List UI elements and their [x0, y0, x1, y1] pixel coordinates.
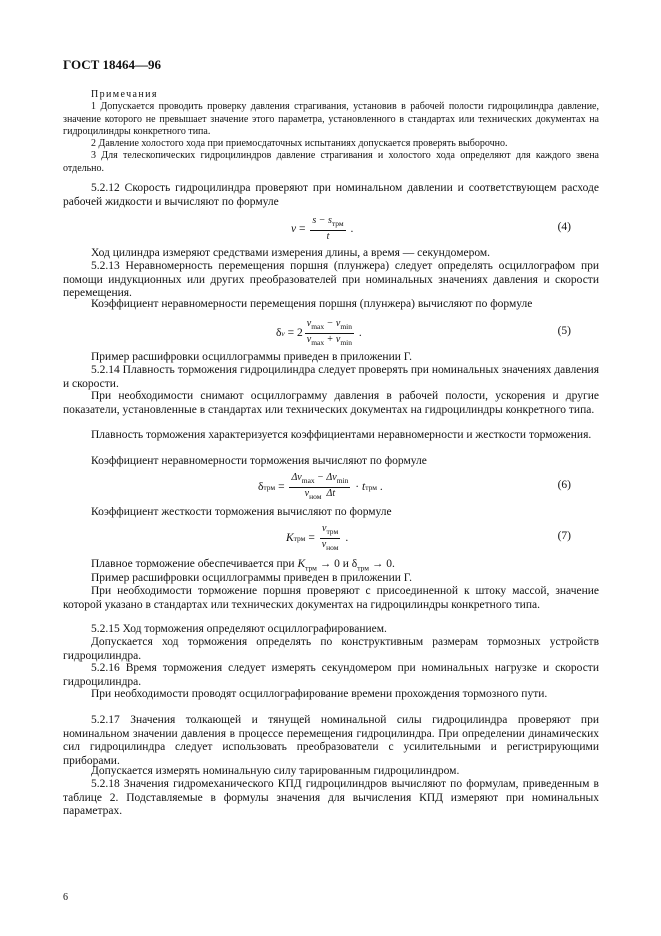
eq6-den-term2: Δt — [326, 487, 336, 499]
eq5-coefficient: 2 — [297, 327, 303, 339]
eq4-lhs: v — [291, 223, 297, 235]
eq4-denominator: t — [326, 231, 330, 242]
condition-arrow-1: → 0 и δ — [316, 558, 358, 570]
eq5-den-term1: v — [306, 333, 312, 345]
equation-4: v = $\frac{s - s_{трм}}{t}$ . (4) — [291, 215, 571, 242]
eq4-num-subscript: трм — [331, 219, 344, 228]
document-header: ГОСТ 18464—96 — [63, 57, 162, 72]
paragraph-5-2-13: 5.2.13 Неравномерность перемещения поршня (плунжера) следует определять осциллографом при помощи индукционных или других преобразователей при номинальных значениях давления и скорости перемещения. — [63, 260, 599, 299]
equation-number: (6) — [557, 479, 571, 491]
condition-k: K — [297, 558, 306, 570]
eq5-num-term2: − v — [324, 317, 341, 329]
eq7-numerator: v — [321, 522, 327, 534]
note-item: 2 Давление холостого хода при приемосдаточных испытаниях допускается проверять выборочно. — [91, 138, 508, 150]
condition-delta-subscript: трм — [357, 563, 369, 573]
paragraph-coef-stiffness: Коэффициент жесткости торможения вычисляют по формуле — [91, 506, 392, 518]
equation-number: (7) — [557, 530, 571, 542]
paragraph-if-needed-2: При необходимости торможение поршня проверяют с присоединенной к штоку массой, значение которой указано в стандартах или технических документах на гидроцилиндры конкретного типа. — [63, 585, 599, 611]
eq7-den-subscript: ном — [326, 542, 339, 552]
eq7-lhs: K — [286, 532, 294, 544]
notes-title: Примечания — [91, 89, 158, 100]
notes-block — [63, 89, 599, 175]
paragraph-example-2: Пример расшифровки осциллограммы приведен в приложении Г. — [91, 572, 412, 584]
paragraph-if-needed-3: При необходимости проводят осциллографирование времени прохождения тормозного пути. — [91, 688, 548, 700]
equation-5: δ v = 2 $\frac{v_{max} - v_{min}}{v_{max} + v_{min}}$ . (5) — [276, 317, 571, 347]
paragraph-5-2-14: 5.2.14 Плавность торможения гидроцилиндра следует проверять при номинальных значениях давления и скорости. — [63, 364, 599, 390]
eq5-lhs: δ — [276, 327, 282, 339]
paragraph-5-2-18: 5.2.18 Значения гидромеханического КПД гидроцилиндров вычисляют по формулам, приведенным в таблице 2. Подставляемые в формулы значения для вычисления КПД измеряют при номинальных параметрах. — [63, 778, 599, 817]
eq5-den-term2: + v — [324, 333, 341, 345]
paragraph-5-2-17: 5.2.17 Значения толкающей и тянущей номинальной силы гидроцилиндра проверяют при номинальном значении давления в процессе перемещения гидроцилиндра. При определении динамических сил гидроцилиндра следует использовать преобразователи с усилительными и регистрирующими приборами. — [63, 714, 599, 767]
paragraph-allowed: Допускается ход торможения определять по конструктивным размерам тормозных устройств гидроцилиндра. — [63, 636, 599, 662]
paragraph-if-needed: При необходимости снимают осциллограмму давления в рабочей полости, ускорения и другие показатели, установленные в стандартах или технических документах на гидроцилиндры конкретного типа. — [63, 390, 599, 416]
condition-text: Плавное торможение обеспечивается при — [91, 558, 295, 570]
paragraph-5-2-12: 5.2.12 Скорость гидроцилиндра проверяют при номинальном давлении и соответствующем расходе рабочей жидкости и вычисляют по формуле — [63, 182, 599, 208]
eq5-num-term1: v — [306, 317, 312, 329]
eq6-den-sub1: ном — [309, 491, 322, 501]
eq6-num-term1: Δv — [291, 471, 302, 483]
eq6-lhs-subscript: трм — [263, 482, 276, 492]
eq6-mult-subscript: трм — [365, 482, 377, 492]
eq6-den-term1: v — [304, 487, 310, 499]
condition-k-subscript: трм — [305, 563, 317, 573]
eq6-num-sub2: min — [336, 475, 349, 485]
eq7-lhs-subscript: трм — [293, 533, 306, 543]
note-item: 3 Для телескопических гидроцилиндров давление страгивания и холостого хода определяют для каждого звена отдельно. — [63, 150, 599, 174]
eq6-num-term2: − Δv — [314, 471, 337, 483]
equation-6: δ трм = $\frac{\Delta v_{max} - \Delta v_{min}}{v_{ном} \Delta t}$ · t трм . (6) — [258, 471, 571, 501]
eq6-multiplier: t — [362, 481, 366, 493]
eq7-num-subscript: трм — [326, 526, 339, 536]
eq6-lhs: δ — [258, 481, 264, 493]
condition-arrow-2: → 0. — [368, 558, 395, 570]
eq5-den-sub2: min — [340, 337, 352, 347]
eq5-lhs-subscript: v — [281, 328, 285, 338]
eq5-num-sub2: min — [340, 321, 352, 331]
eq4-numerator: s − s — [312, 215, 332, 226]
page-number: 6 — [63, 892, 68, 903]
eq7-denominator: v — [321, 538, 327, 550]
paragraph-coef-brake: Коэффициент неравномерности торможения вычисляют по формуле — [91, 455, 427, 467]
paragraph-example-1: Пример расшифровки осциллограммы приведен в приложении Г. — [91, 351, 412, 363]
eq5-den-sub1: max — [311, 337, 325, 347]
equation-7: K трм = $\frac{v_{трм}}{v_{ном}}$ . (7) — [286, 522, 571, 552]
note-item: 1 Допускается проводить проверку давления страгивания, установив в рабочей полости гидроцилиндра давление, значение которого не превышает значение этого параметра, установленного в стандартах или технических документах на гидроцилиндры конкретного типа. — [63, 101, 599, 137]
paragraph-coef-uneven: Коэффициент неравномерности перемещения поршня (плунжера) вычисляют по формуле — [91, 298, 533, 310]
equation-number: (4) — [557, 221, 571, 233]
paragraph-5-2-15: 5.2.15 Ход торможения определяют осциллографированием. — [91, 623, 387, 635]
eq6-num-sub1: max — [301, 475, 315, 485]
eq5-num-sub1: max — [311, 321, 325, 331]
paragraph-smoothness: Плавность торможения характеризуется коэффициентами неравномерности и жесткости торможения. — [91, 429, 592, 441]
paragraph-stroke: Ход цилиндра измеряют средствами измерения длины, а время — секундомером. — [91, 247, 491, 259]
paragraph-allowed-2: Допускается измерять номинальную силу тарированным гидроцилиндром. — [91, 765, 460, 777]
equation-number: (5) — [557, 325, 571, 337]
paragraph-5-2-16: 5.2.16 Время торможения следует измерять секундомером при номинальных нагрузке и скорости гидроцилиндра. — [63, 662, 599, 688]
